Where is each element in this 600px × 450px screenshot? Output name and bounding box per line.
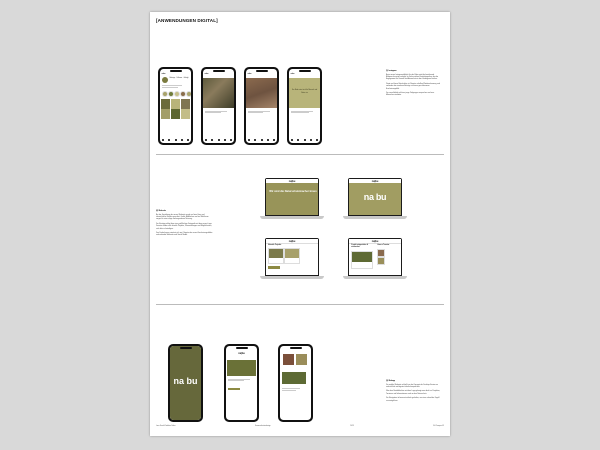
quote-post: Der Nabu setzt sich für Mensch und Natur ein <box>289 78 321 108</box>
phone-app-splash <box>168 344 203 422</box>
section-divider <box>156 304 444 305</box>
avatar <box>162 77 168 83</box>
footer-author: Lena Sarah Riedlerin Sailer <box>156 426 176 427</box>
phone-instagram-quote: nabu Der Nabu setzt sich für Mensch und Natur ein <box>287 67 322 145</box>
phone-instagram-post-1: nabu <box>201 67 236 145</box>
splash-logo: na bu <box>173 375 198 386</box>
profile-name: nabu <box>161 73 166 75</box>
events-title: Unsere Termine <box>377 245 390 247</box>
footer-year: 2023 <box>350 426 354 427</box>
phone-instagram-post-2: nabu <box>244 67 279 145</box>
laptop-events: na|bu Projekt mitgestalten & mitmachen Unsere Termine <box>343 238 407 282</box>
phone-app-home: na|bu <box>224 344 259 422</box>
laptop-projects: na|bu Aktuelle Projekte <box>260 238 324 282</box>
footer-school: FH Campus 02 <box>433 426 444 427</box>
section-divider <box>156 154 444 155</box>
stat-posts: Beiträge <box>169 77 176 79</box>
webapp-text: (3) Webapp Die mobile Webseite schließt an das Konzept der Desktop-Version an und stellt die wichtigsten Inhalte kompakt dar. Über den Startbildschirm mit dem Logo gelangt man direkt zu Projekten, Terminen und Informationen rund um den Naturschutz. Die Navigation ist bewusst einfach gehalten, um einen schnellen Zugriff zu ermöglichen. <box>386 380 440 402</box>
phone-instagram-profile <box>158 67 193 145</box>
post-image <box>246 78 278 108</box>
post-image <box>203 78 235 108</box>
involved-title: Projekt mitgestalten & mitmachen <box>351 245 369 249</box>
phone-app-projects <box>278 344 313 422</box>
document-page <box>150 12 450 436</box>
projects-title: Aktuelle Projekte <box>268 245 282 247</box>
stat-following: Gefolgt <box>183 77 189 79</box>
hero-text: Wir sind die Naturschutzmacher:innen <box>269 190 317 194</box>
post-grid <box>161 99 191 120</box>
laptop-homepage-2: na|bu na bu <box>343 178 407 222</box>
hero-logo: na bu <box>363 192 387 203</box>
page-title: [ANWENDUNGEN DIGITAL] <box>156 18 218 23</box>
page-footer <box>156 426 444 427</box>
footer-subject: Kommunikationdesign <box>255 426 271 427</box>
website-text: (2) Webseite Bei der Gestaltung der neuen Webseite wurde auf eine klare und übersichtliche Struktur geachtet. Große Bildflächen und viel Weißraum sorgen für eine ruhige und angenehme Nutzung. Der Einstieg erfolgt über eine großflächige Fotografie mit dem neuen Logo. Darunter finden sich aktuelle Projekte, Veranstaltungen und Möglichkeiten, sich aktiv zu beteiligen. Das Farbschema orientiert sich am Olivgrün des neuen Erscheinungsbildes und verbindet Webseite und Social Media. <box>156 210 213 237</box>
instagram-text: (1) Instagram Beim neuen Instagram-Auftritt für den Nabu wird die bestehende Bildsprache weiter verfolgt. Im Fokus stehen Naturfotografien, die das Engagement für Umwelt und Artenschutz in den Vordergrund rücken. Zitate und kurze Botschaften in Olivgrün schaffen Wiedererkennung und verbinden die einzelnen Beiträge zu einem geschlossenen Erscheinungsbild. Der neue Auftritt soll eine junge Zielgruppe ansprechen und zum Mitmachen einladen. <box>386 70 440 97</box>
laptop-homepage-1: na|bu Wir sind die Naturschutzmacher:innen <box>260 178 324 222</box>
stat-followers: Follower <box>176 77 183 79</box>
